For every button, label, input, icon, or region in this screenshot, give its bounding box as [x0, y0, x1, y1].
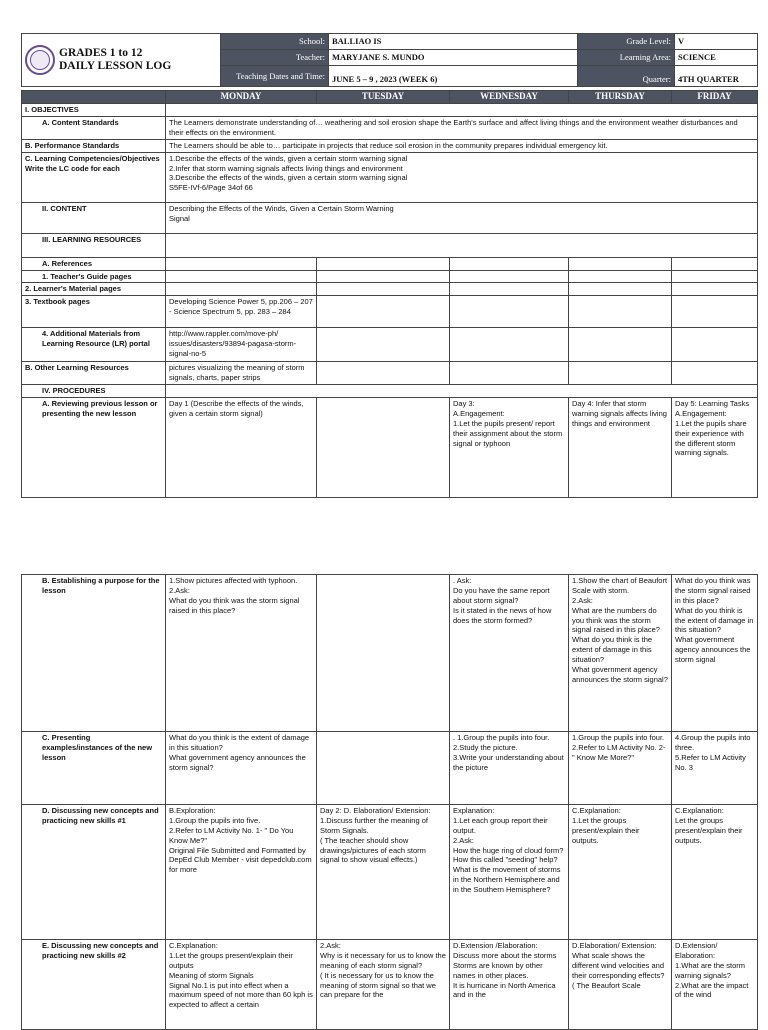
teachers-guide-label: 1. Teacher's Guide pages	[22, 270, 166, 283]
teacher-value: MARYJANE S. MUNDO	[329, 50, 578, 66]
area-label: Learning Area:	[578, 50, 675, 66]
purpose-label: B. Establishing a purpose for the lesson	[22, 575, 166, 732]
additional-materials-mon: http://www.rappler.com/move-ph/ issues/disasters/93894-pagasa-storm-signal-no-5	[166, 328, 317, 362]
day-header-blank	[22, 91, 166, 104]
discussing-1-tue: Day 2: D. Elaboration/ Extension: 1.Discuss further the meaning of Storm Signals. ( The teacher should show drawings/pictures of each storm signal to show visual effects.)	[317, 805, 450, 940]
content-label: II. CONTENT	[22, 202, 166, 233]
purpose-thu: 1.Show the chart of Beaufort Scale with storm. 2.Ask: What are the numbers do you think was the storm signal raised in this place? What do you think is the extent of damage in this situation? What government agency announces the storm signal?	[569, 575, 672, 732]
purpose-fri: What do you think was the storm signal raised in this place? What do you think is the extent of damage in this situation? What government agency announces the storm signal	[672, 575, 758, 732]
teacher-label: Teacher:	[221, 50, 329, 66]
discussing-2-thu: D.Elaboration/ Extension: What scale shows the different wind velocities and their corresponding effects? ( The Beaufort Scale	[569, 940, 672, 1030]
discussing-2-fri: D.Extension/ Elaboration: 1.What are the storm warning signals? 2.What are the impact of the wind	[672, 940, 758, 1030]
header-table	[21, 33, 758, 87]
performance-standards-label: B. Performance Standards	[22, 139, 166, 152]
discussing-1-mon: B.Exploration: 1.Group the pupils into five. 2.Refer to LM Activity No. 1- " Do You Know Me?" Original File Submitted and Formatted by DepEd Club Member - visit depedclub.com for more	[166, 805, 317, 940]
other-resources-mon: pictures visualizing the meaning of storm signals, charts, paper strips	[166, 362, 317, 385]
competencies-label: C. Learning Competencies/Objectives Write the LC code for each	[22, 152, 166, 202]
reviewing-label: A. Reviewing previous lesson or presenting the new lesson	[22, 398, 166, 498]
performance-standards-text: The Learners should be able to… participate in projects that reduce soil erosion in the community prepares individual emergency kit.	[166, 139, 758, 152]
discussing-1-wed: Explanation: 1.Let each group report their output. 2.Ask: How the huge ring of cloud form? How this called "seeding" help? What is the movement of storms in the Northern Hemisphere and in the Southern Hemisphere?	[450, 805, 569, 940]
purpose-wed: . Ask: Do you have the same report about storm signal? Is it stated in the news of how does the storm formed?	[450, 575, 569, 732]
purpose-tue	[317, 575, 450, 732]
lesson-log-table-continued	[21, 574, 758, 1030]
content-text: Describing the Effects of the Winds, Given a Certain Storm Warning Signal	[166, 202, 758, 233]
school-label: School:	[221, 34, 329, 50]
objectives-label: I. OBJECTIVES	[22, 103, 166, 116]
presenting-thu: 1.Group the pupils into four. 2.Refer to LM Activity No. 2- " Know Me More?"	[569, 732, 672, 805]
deped-seal-icon	[25, 45, 55, 75]
discussing-1-label: D. Discussing new concepts and practicing new skills #1	[22, 805, 166, 940]
procedures-content	[166, 385, 758, 398]
title-line1: GRADES 1 to 12	[59, 47, 143, 60]
grade-label: Grade Level:	[578, 34, 675, 50]
learners-material-label: 2. Learner's Material pages	[22, 283, 166, 296]
procedures-label: IV. PROCEDURES	[22, 385, 166, 398]
discussing-2-wed: D.Extension /Elaboration: Discuss more about the storms Storms are known by other names in other places. It is hurricane in North America and in the	[450, 940, 569, 1030]
dates-value: JUNE 5 – 9 , 2023 (WEEK 6)	[329, 66, 578, 87]
reviewing-thu: Day 4: Infer that storm warning signals affects living things and environment	[569, 398, 672, 498]
lesson-log-table	[21, 90, 758, 498]
grade-value: V	[675, 34, 758, 50]
header-title-cell	[22, 34, 221, 87]
school-value: BALLIAO IS	[329, 34, 578, 50]
day-header-wednesday: WEDNESDAY	[450, 91, 569, 104]
discussing-1-fri: C.Explanation: Let the groups present/explain their outputs.	[672, 805, 758, 940]
discussing-1-thu: C.Explanation: 1.Let the groups present/explain their outputs.	[569, 805, 672, 940]
presenting-label: C. Presenting examples/instances of the new lesson	[22, 732, 166, 805]
day-header-monday: MONDAY	[166, 91, 317, 104]
textbook-label: 3. Textbook pages	[22, 296, 166, 328]
textbook-mon: Developing Science Power 5, pp.206 – 207 - Science Spectrum 5, pp. 283 – 284	[166, 296, 317, 328]
learning-resources-label: III. LEARNING RESOURCES	[22, 233, 166, 257]
area-value: SCIENCE	[675, 50, 758, 66]
reviewing-mon: Day 1 (Describe the effects of the winds, given a certain storm signal)	[166, 398, 317, 498]
day-header-tuesday: TUESDAY	[317, 91, 450, 104]
content-standards-text: The Learners demonstrate understanding of… weathering and soil erosion shape the Earth's surface and affect living things and the environment weather disturbances and their effects on the environment.	[166, 116, 758, 139]
day-header-friday: FRIDAY	[672, 91, 758, 104]
purpose-mon: 1.Show pictures affected with typhoon. 2.Ask: What do you think was the storm signal raised in this place?	[166, 575, 317, 732]
discussing-2-tue: 2.Ask: Why is it necessary for us to know the meaning of each storm signal? ( It is necessary for us to know the meaning of storm signal so that we can prepare for the	[317, 940, 450, 1030]
competencies-text: 1.Describe the effects of the winds, given a certain storm warning signal 2.Infer that storm warning signals affects living things and environment 3.Describe the effects of the winds, given a certain storm warning signal S5FE-IVf-6/Page 34of 66	[166, 152, 758, 202]
day-header-thursday: THURSDAY	[569, 91, 672, 104]
discussing-2-label: E. Discussing new concepts and practicing new skills #2	[22, 940, 166, 1030]
title-line2: DAILY LESSON LOG	[59, 60, 172, 72]
additional-materials-label: 4. Additional Materials from Learning Resource (LR) portal	[22, 328, 166, 362]
other-resources-label: B. Other Learning Resources	[22, 362, 166, 385]
discussing-2-mon: C.Explanation: 1.Let the groups present/explain their outputs Meaning of storm Signals Signal No.1 is put into effect when a maximum speed of not more than 60 kph is expected to affect a certain	[166, 940, 317, 1030]
objectives-content	[166, 103, 758, 116]
quarter-label: Quarter:	[578, 66, 675, 87]
presenting-wed: . 1.Group the pupils into four. 2.Study the picture. 3.Write your understanding about the picture	[450, 732, 569, 805]
content-standards-label: A. Content Standards	[22, 116, 166, 139]
quarter-value: 4TH QUARTER	[675, 66, 758, 87]
presenting-tue	[317, 732, 450, 805]
reviewing-fri: Day 5: Learning Tasks A.Engagement: 1.Let the pupils share their experience with the different storm warning signals.	[672, 398, 758, 498]
presenting-mon: What do you think is the extent of damage in this situation? What government agency announces the storm signal?	[166, 732, 317, 805]
reviewing-wed: Day 3: A.Engagement: 1.Let the pupils present/ report their assignment about the storm signal or typhoon	[450, 398, 569, 498]
learning-resources-content	[166, 233, 758, 257]
dates-label: Teaching Dates and Time:	[221, 66, 329, 87]
presenting-fri: 4.Group the pupils into three. 5.Refer to LM Activity No. 3	[672, 732, 758, 805]
references-label: A. References	[22, 257, 166, 270]
reviewing-tue	[317, 398, 450, 498]
